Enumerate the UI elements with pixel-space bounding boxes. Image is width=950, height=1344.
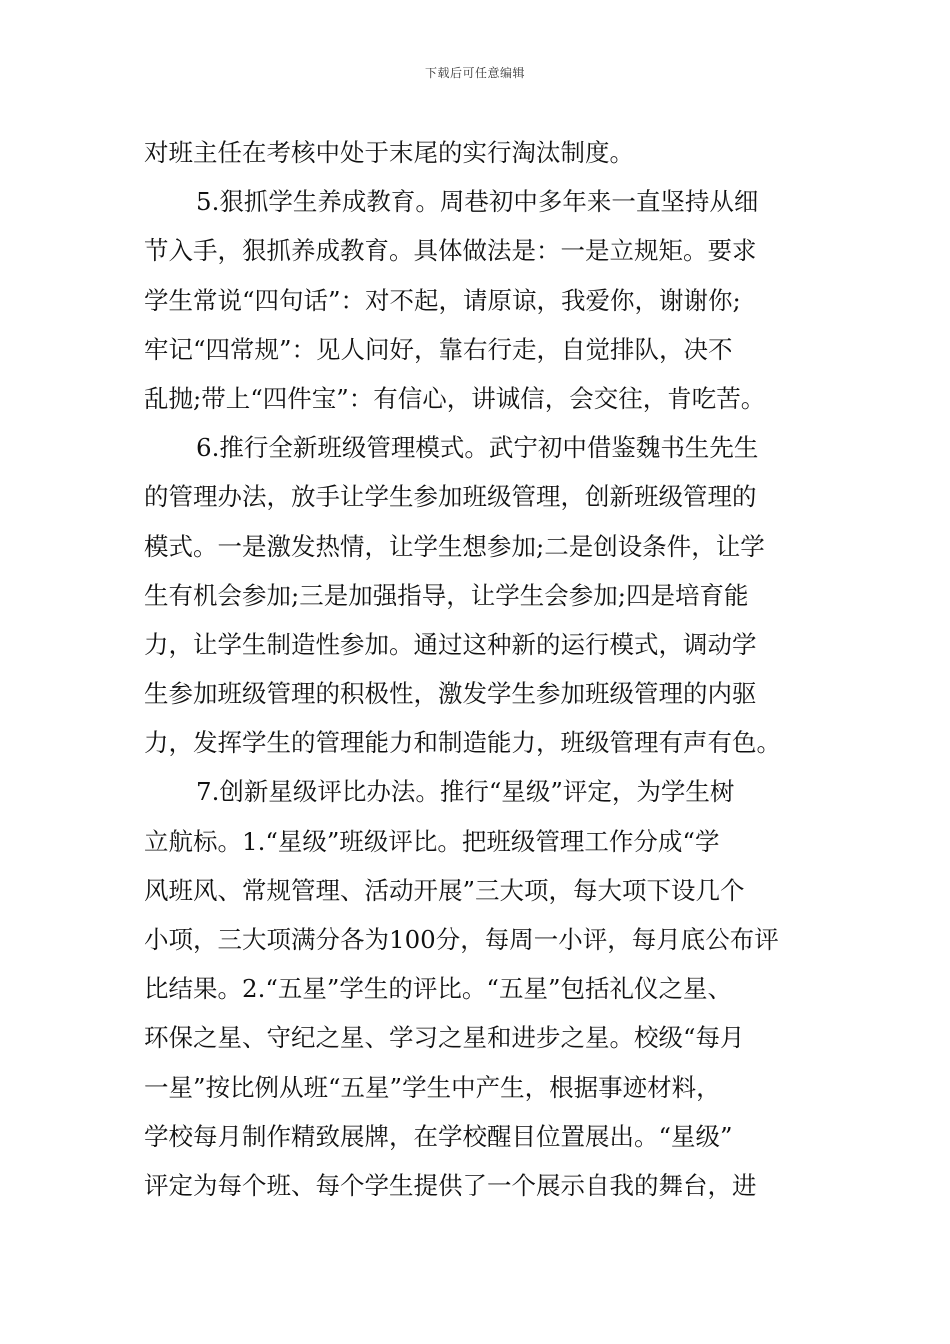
paragraph-first-line: 5.狠抓学生养成教育。周巷初中多年来一直坚持从细 <box>196 187 759 217</box>
text-line: 模式。一是激发热情，让学生想参加;二是创设条件，让学 <box>144 531 765 561</box>
text-line: 小项，三大项满分各为100分，每周一小评，每月底公布评 <box>144 925 779 954</box>
text-line: 一星”按比例从班“五星”学生中产生，根据事迹材料， <box>144 1072 721 1102</box>
paragraph-first-line: 6.推行全新班级管理模式。武宁初中借鉴魏书生先生 <box>196 433 759 463</box>
text-line: 生参加班级管理的积极性，激发学生参加班级管理的内驱 <box>144 679 757 709</box>
text-line: 评定为每个班、每个学生提供了一个展示自我的舞台，进 <box>144 1170 757 1200</box>
paragraph-first-line: 7.创新星级评比办法。推行“星级”评定，为学生树 <box>196 777 735 807</box>
page-header: 下载后可任意编辑 <box>424 66 525 80</box>
text-line: 学生常说“四句话”：对不起，请原谅，我爱你，谢谢你; <box>144 285 741 315</box>
text-line: 力，让学生制造性参加。通过这种新的运行模式，调动学 <box>144 629 757 659</box>
text-line: 风班风、常规管理、活动开展”三大项，每大项下设几个 <box>144 875 745 905</box>
text-line: 环保之星、守纪之星、学习之星和进步之星。校级“每月 <box>144 1023 745 1053</box>
text-line: 比结果。2.“五星”学生的评比。“五星”包括礼仪之星、 <box>144 974 732 1004</box>
text-line: 立航标。1.“星级”班级评比。把班级管理工作分成“学 <box>144 826 720 856</box>
text-line: 生有机会参加;三是加强指导，让学生会参加;四是培育能 <box>144 580 749 610</box>
text-line: 节入手，狠抓养成教育。具体做法是：一是立规矩。要求 <box>144 236 757 266</box>
text-line: 乱抛;带上“四件宝”：有信心，讲诚信，会交往，肯吃苦。 <box>144 383 766 413</box>
text-line: 的管理办法，放手让学生参加班级管理，创新班级管理的 <box>144 482 757 512</box>
text-line: 学校每月制作精致展牌，在学校醒目位置展出。“星级” <box>144 1121 733 1151</box>
text-line: 力，发挥学生的管理能力和制造能力，班级管理有声有色。 <box>144 728 781 758</box>
document-body <box>144 128 812 1210</box>
text-line: 对班主任在考核中处于末尾的实行淘汰制度。 <box>144 138 634 167</box>
text-line: 牢记“四常规”：见人问好，靠右行走，自觉排队，决不 <box>144 334 733 364</box>
